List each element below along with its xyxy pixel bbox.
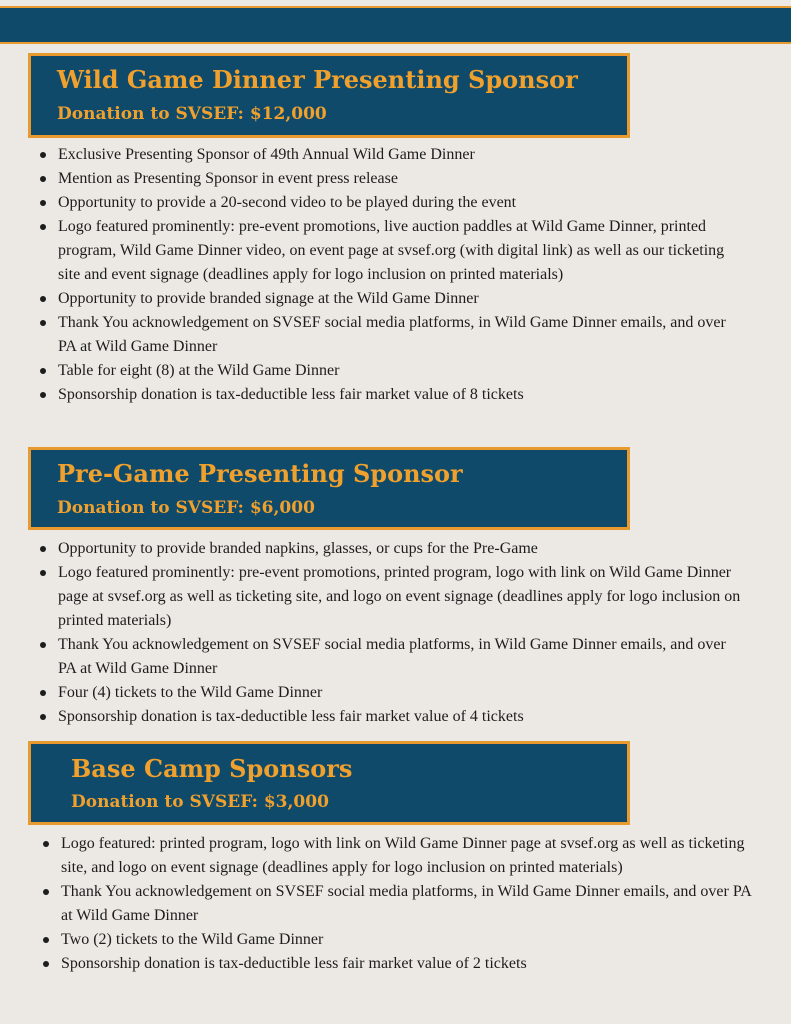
benefit-list	[41, 832, 766, 976]
list-item: Opportunity to provide branded napkins, glasses, or cups for the Pre-Game	[38, 537, 743, 561]
list-item: Logo featured: printed program, logo with link on Wild Game Dinner page at svsef.org as well as ticketing site, and logo on event signage (deadlines apply for logo inclusion on printed materials)	[41, 832, 766, 880]
list-item: Exclusive Presenting Sponsor of 49th Annual Wild Game Dinner	[38, 143, 738, 167]
list-item: Thank You acknowledgement on SVSEF social media platforms, in Wild Game Dinner emails, and over PA at Wild Game Dinner	[38, 311, 738, 359]
benefit-list	[38, 143, 738, 407]
list-item: Sponsorship donation is tax-deductible less fair market value of 8 tickets	[38, 383, 738, 407]
list-item: Two (2) tickets to the Wild Game Dinner	[41, 928, 766, 952]
list-item: Opportunity to provide a 20-second video to be played during the event	[38, 191, 738, 215]
list-item: Table for eight (8) at the Wild Game Dinner	[38, 359, 738, 383]
list-item: Four (4) tickets to the Wild Game Dinner	[38, 681, 743, 705]
section-donation: Donation to SVSEF: $3,000	[71, 792, 329, 812]
list-item: Logo featured prominently: pre-event promotions, printed program, logo with link on Wild Game Dinner page at svsef.org as well as ticketing site, and logo on event signage (deadlines apply for logo inclusion on printed materials)	[38, 561, 743, 633]
list-item: Sponsorship donation is tax-deductible less fair market value of 2 tickets	[41, 952, 766, 976]
list-item: Logo featured prominently: pre-event promotions, live auction paddles at Wild Game Dinner, printed program, Wild Game Dinner video, on event page at svsef.org (with digital link) as well as our ticketing site and event signage (deadlines apply for logo inclusion on printed materials)	[38, 215, 738, 287]
list-item: Opportunity to provide branded signage at the Wild Game Dinner	[38, 287, 738, 311]
top-banner	[0, 6, 791, 44]
section-title: Pre-Game Presenting Sponsor	[57, 459, 463, 488]
section-donation: Donation to SVSEF: $12,000	[57, 104, 327, 124]
list-item: Thank You acknowledgement on SVSEF social media platforms, in Wild Game Dinner emails, and over PA at Wild Game Dinner	[41, 880, 766, 928]
list-item: Thank You acknowledgement on SVSEF social media platforms, in Wild Game Dinner emails, and over PA at Wild Game Dinner	[38, 633, 743, 681]
benefit-list	[38, 537, 743, 729]
section-title: Wild Game Dinner Presenting Sponsor	[57, 65, 578, 94]
section-donation: Donation to SVSEF: $6,000	[57, 498, 315, 518]
section-title: Base Camp Sponsors	[71, 754, 353, 783]
list-item: Mention as Presenting Sponsor in event press release	[38, 167, 738, 191]
list-item: Sponsorship donation is tax-deductible less fair market value of 4 tickets	[38, 705, 743, 729]
